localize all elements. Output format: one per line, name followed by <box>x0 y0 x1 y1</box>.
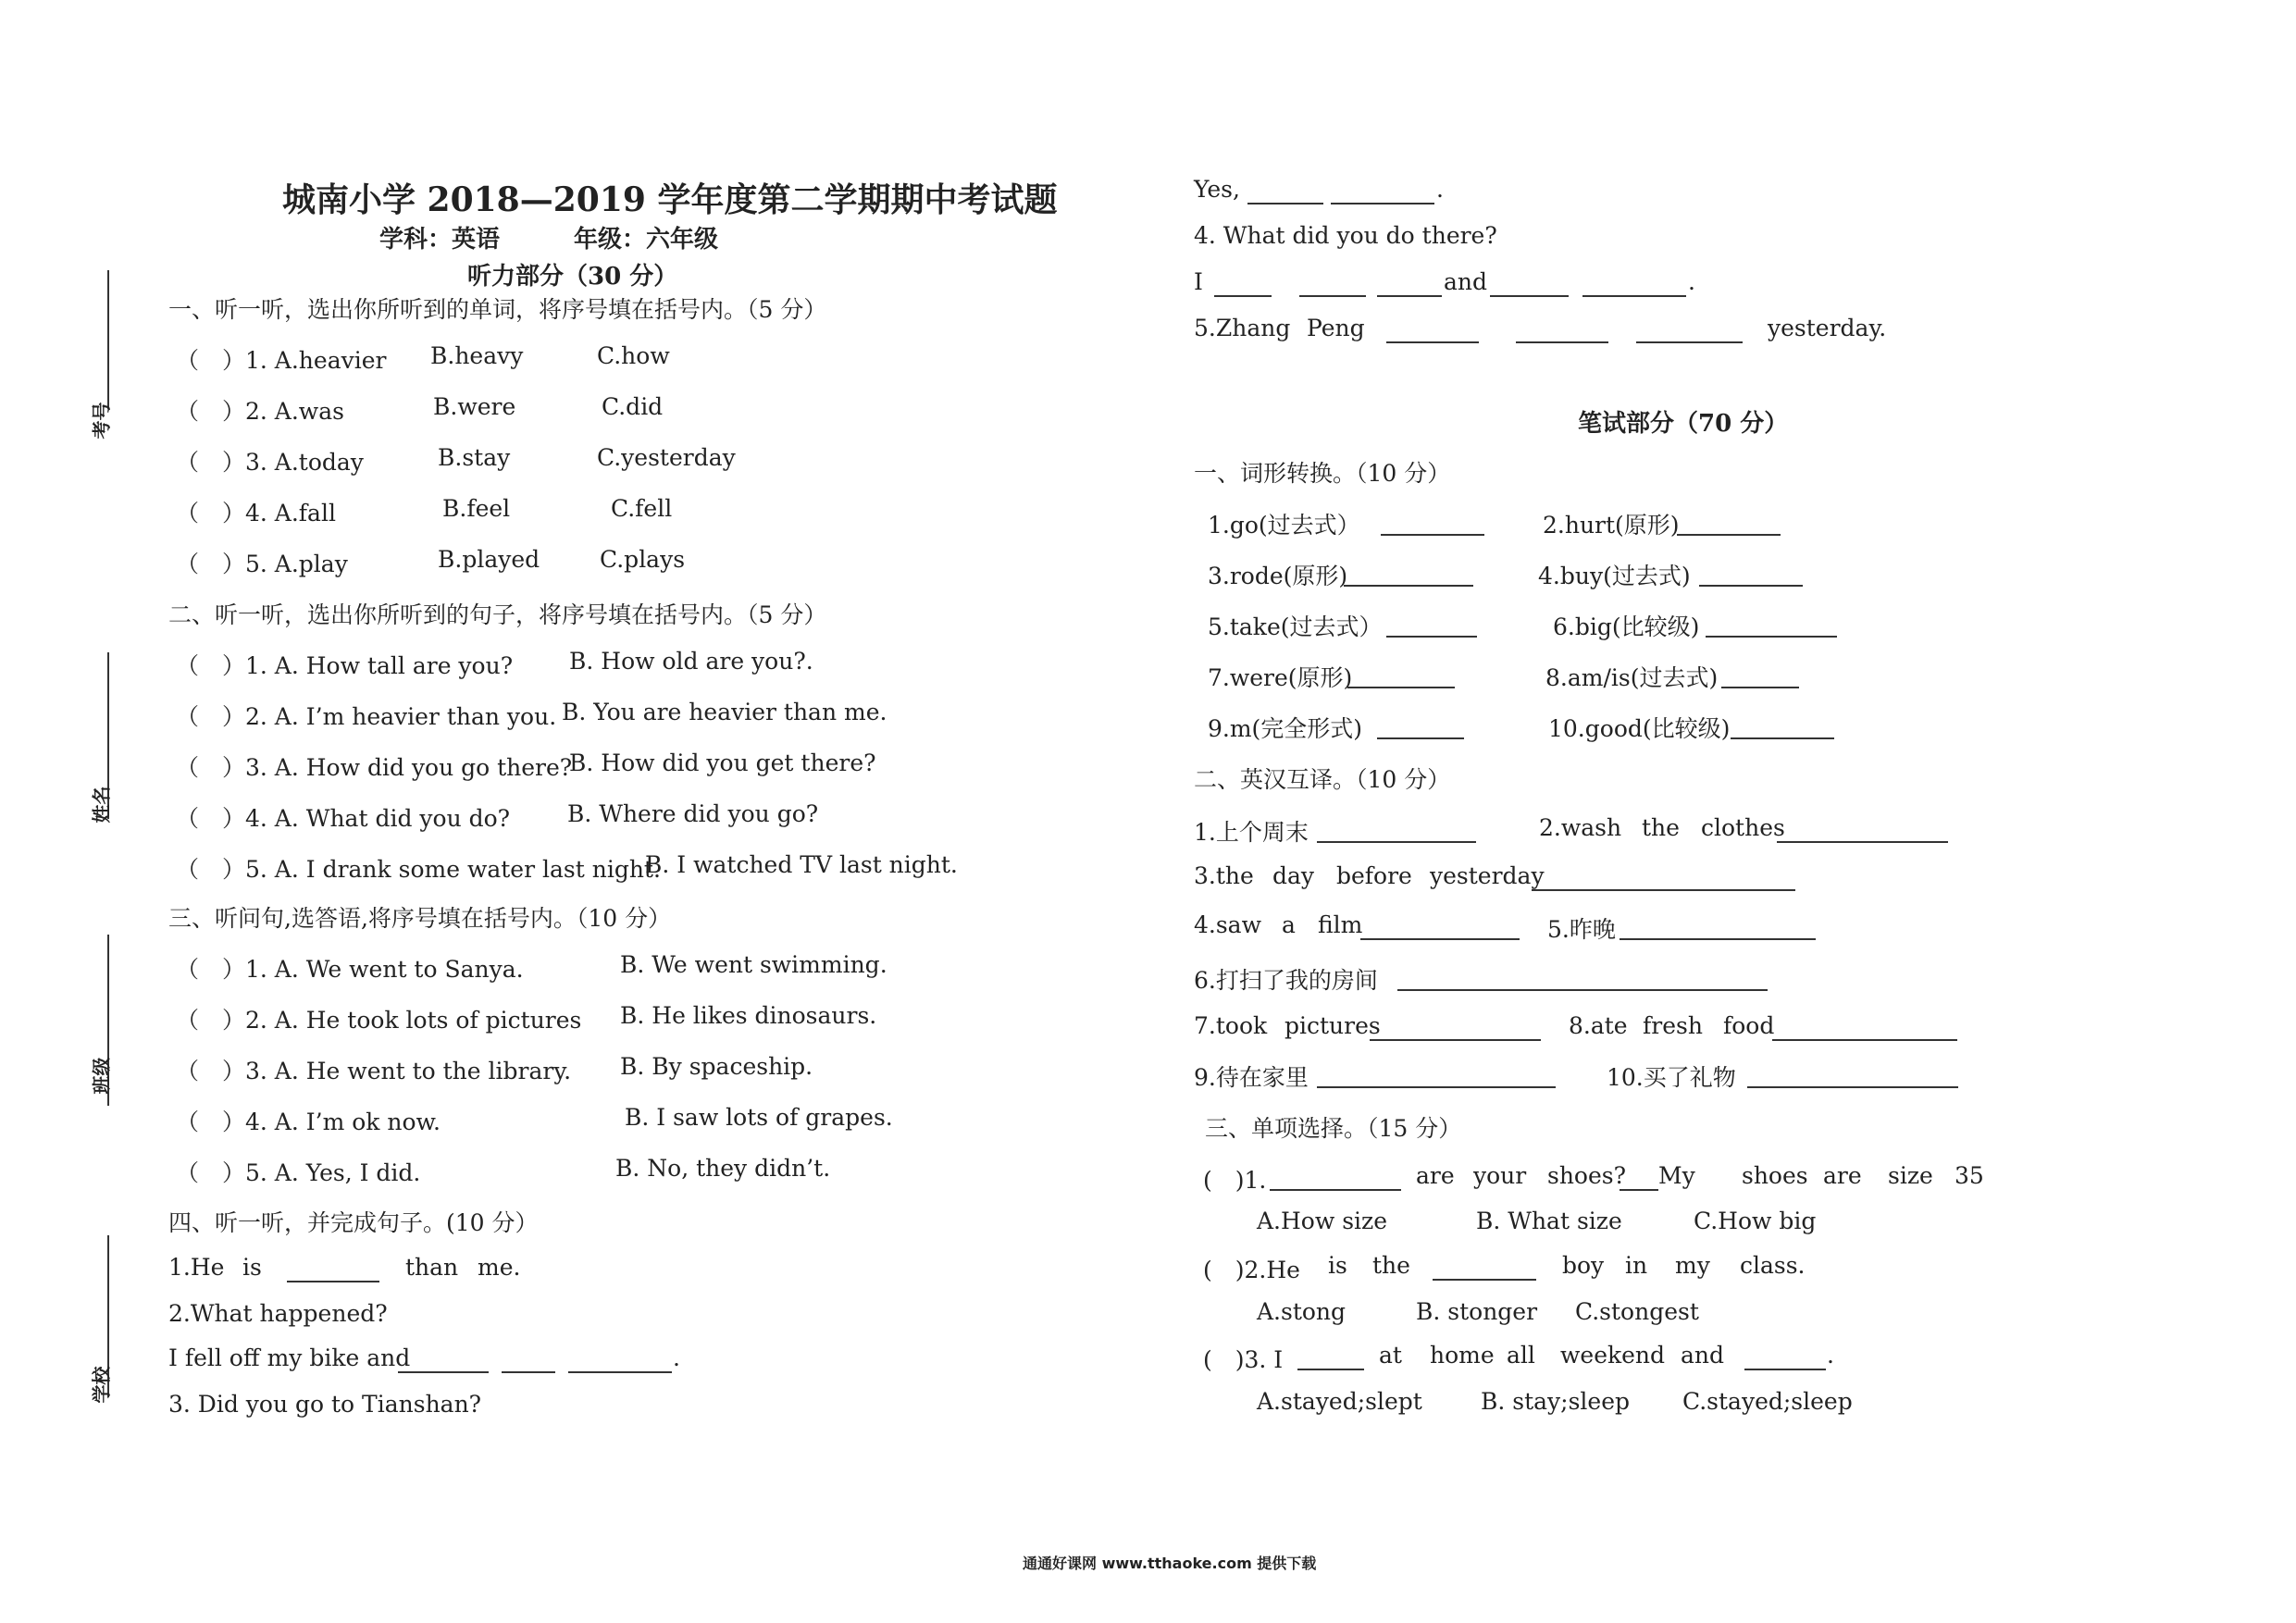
s3-q2-w4: in <box>1625 1252 1648 1279</box>
written-heading: 笔试部分（70 分） <box>1578 410 1789 438</box>
p4-line1-than: than <box>405 1254 459 1281</box>
written-s3-heading: 三、单项选择。（15 分） <box>1205 1115 1462 1142</box>
p3-item-1-a: （ ）1. A. We went to Sanya. <box>176 956 524 983</box>
s2-item-6-blank[interactable] <box>1397 967 1768 991</box>
p1-item-2-b: B.were <box>433 393 516 420</box>
p3-item-4-b: B. I saw lots of grapes. <box>625 1104 893 1131</box>
s2-item-8-food: food <box>1723 1012 1775 1039</box>
s2-item-4-blank[interactable] <box>1360 916 1520 940</box>
s1-item-1-blank[interactable] <box>1381 512 1484 536</box>
listening-part1-heading: 一、听一听，选出你所听到的单词，将序号填在括号内。（5 分） <box>168 296 827 323</box>
p4-right-i: I <box>1194 268 1203 295</box>
p1-item-2-q: （ ）2. A.was <box>176 398 344 425</box>
p4-right-yes-blank-1[interactable] <box>1247 180 1323 204</box>
s3-q1-w7: size <box>1888 1162 1933 1189</box>
p4-right-i-blank-2[interactable] <box>1299 273 1366 297</box>
p4-right-zp-blank-3[interactable] <box>1636 319 1743 343</box>
s2-item-7-blank[interactable] <box>1370 1017 1541 1041</box>
s1-item-8: 8.am/is(过去式) <box>1545 664 1719 691</box>
s3-q2-opt-a: A.stong <box>1257 1298 1347 1325</box>
side-label-name: 姓名 <box>90 786 113 824</box>
written-s1-heading: 一、词形转换。（10 分） <box>1194 460 1451 487</box>
s1-item-4: 4.buy(过去式) <box>1538 563 1691 589</box>
p3-item-3-a: （ ）3. A. He went to the library. <box>176 1058 572 1084</box>
s2-item-3-the: 3.the <box>1194 862 1254 889</box>
s2-item-4-film: film <box>1318 911 1363 938</box>
s3-q3-opt-a: A.stayed;slept <box>1257 1388 1422 1415</box>
p4-line1-me: me. <box>478 1254 521 1281</box>
s1-item-3: 3.rode(原形) <box>1208 563 1348 589</box>
s2-item-1-blank[interactable] <box>1317 819 1476 843</box>
p4-right-i-blank-5[interactable] <box>1582 273 1686 297</box>
s3-q2-w5: my <box>1675 1252 1710 1279</box>
p3-item-4-a: （ ）4. A. I’m ok now. <box>176 1109 441 1135</box>
p4-right-i-blank-4[interactable] <box>1490 273 1569 297</box>
s2-item-3-day: day <box>1272 862 1315 889</box>
s3-q3-w1: at <box>1379 1342 1402 1369</box>
subject-label: 学科：英语 <box>379 226 501 254</box>
listening-part4-heading: 四、听一听，并完成句子。(10 分） <box>168 1209 539 1236</box>
s3-q1-opt-b: B. What size <box>1476 1208 1622 1234</box>
s3-q3-opt-c: C.stayed;sleep <box>1682 1388 1853 1415</box>
listening-heading: 听力部分（30 分） <box>467 263 678 291</box>
s3-q3-w2: home <box>1430 1342 1495 1369</box>
s1-item-4-blank[interactable] <box>1699 563 1803 587</box>
p2-item-3-b: B. How did you get there? <box>569 750 876 776</box>
listening-part3-heading: 三、听问句,选答语,将序号填在括号内。（10 分） <box>168 905 672 932</box>
s3-q2-w1: is <box>1328 1252 1347 1279</box>
p3-item-5-b: B. No, they didn’t. <box>615 1155 831 1182</box>
p4-right-peng: Peng <box>1307 315 1365 341</box>
p3-item-5-a: （ ）5. A. Yes, I did. <box>176 1159 421 1186</box>
s1-item-2: 2.hurt(原形) <box>1543 512 1680 539</box>
p1-item-1-b: B.heavy <box>430 342 524 369</box>
p4-right-yes: Yes, <box>1194 176 1240 203</box>
p4-right-zp-blank-2[interactable] <box>1516 319 1608 343</box>
p4-right-zp-blank-1[interactable] <box>1386 319 1479 343</box>
s3-q3-period: . <box>1827 1342 1834 1369</box>
s1-item-6: 6.big(比较级) <box>1553 613 1700 640</box>
s2-item-2-blank[interactable] <box>1777 819 1948 843</box>
s3-q1-w6: are <box>1823 1162 1862 1189</box>
exam-title: 城南小学 2018—2019 学年度第二学期期中考试题 <box>282 180 1058 219</box>
s3-q2-opt-b: B. stonger <box>1416 1298 1538 1325</box>
s2-item-4-saw: 4.saw <box>1194 911 1261 938</box>
s2-item-2-clothes: clothes <box>1701 814 1785 841</box>
s3-q2-w3: boy <box>1562 1252 1605 1279</box>
s2-item-9-blank[interactable] <box>1317 1064 1556 1088</box>
p2-item-1-a: （ ）1. A. How tall are you? <box>176 652 514 679</box>
s3-q1-blank-2[interactable] <box>1620 1167 1658 1191</box>
p1-item-5-c: C.plays <box>600 546 686 573</box>
s2-item-8-ate: 8.ate <box>1569 1012 1628 1039</box>
s2-item-5-blank[interactable] <box>1620 916 1816 940</box>
p4-line3-period: . <box>673 1344 680 1371</box>
p1-item-3-c: C.yesterday <box>597 444 736 471</box>
p3-item-2-b: B. He likes dinosaurs. <box>620 1002 877 1029</box>
p4-right-yesterday: yesterday. <box>1768 315 1887 341</box>
s2-item-3-blank[interactable] <box>1532 867 1795 891</box>
p4-line1-he: 1.He <box>168 1254 225 1281</box>
s3-q1-w2: your <box>1473 1162 1527 1189</box>
p4-right-yes-period: . <box>1436 176 1444 203</box>
s1-item-6-blank[interactable] <box>1706 613 1837 638</box>
s3-q3-w5: and <box>1681 1342 1725 1369</box>
s3-q3-blank-1[interactable] <box>1297 1346 1364 1370</box>
s3-q3-w4: weekend <box>1560 1342 1666 1369</box>
p4-right-zhang: 5.Zhang <box>1194 315 1291 341</box>
s1-item-7: 7.were(原形) <box>1208 664 1353 691</box>
p4-line2: 2.What happened? <box>168 1300 388 1327</box>
s1-item-3-blank[interactable] <box>1344 563 1473 587</box>
s2-item-7-took: 7.took <box>1194 1012 1268 1039</box>
side-label-school: 学校 <box>90 1366 113 1404</box>
p4-line1-blank[interactable] <box>287 1258 379 1282</box>
s2-item-3-before: before <box>1336 862 1412 889</box>
p3-item-2-a: （ ）2. A. He took lots of pictures <box>176 1007 582 1034</box>
side-label-exam-no: 考号 <box>90 402 113 440</box>
p1-item-3-b: B.stay <box>438 444 511 471</box>
p4-right-i-period: . <box>1688 268 1695 295</box>
s2-item-7-pictures: pictures <box>1285 1012 1381 1039</box>
s2-item-8-blank[interactable] <box>1772 1017 1957 1041</box>
s3-q2-blank[interactable] <box>1433 1257 1536 1281</box>
p2-item-4-a: （ ）4. A. What did you do? <box>176 805 511 832</box>
p4-line3-blank-3[interactable] <box>568 1349 672 1373</box>
p4-line3-blank-1[interactable] <box>398 1349 489 1373</box>
p2-item-3-a: （ ）3. A. How did you go there? <box>176 754 573 781</box>
p1-item-4-q: （ ）4. A.fall <box>176 500 336 527</box>
p4-line3: I fell off my bike and <box>168 1344 411 1371</box>
s2-item-2-wash: 2.wash <box>1539 814 1622 841</box>
s3-q2-opt-c: C.stongest <box>1575 1298 1699 1325</box>
s3-q3-blank-2[interactable] <box>1744 1346 1826 1370</box>
s3-q3-prefix: ( )3. I <box>1203 1346 1284 1373</box>
p1-item-5-q: （ ）5. A.play <box>176 551 348 577</box>
s2-item-6: 6.打扫了我的房间 <box>1194 967 1378 994</box>
p1-item-1-q: （ ）1. A.heavier <box>176 347 387 374</box>
s2-item-4-a: a <box>1282 911 1296 938</box>
s2-item-10-blank[interactable] <box>1747 1064 1958 1088</box>
s3-q2-w6: class. <box>1740 1252 1806 1279</box>
s1-item-5: 5.take(过去式） <box>1208 613 1383 640</box>
s2-item-1: 1.上个周末 <box>1194 819 1309 846</box>
p4-line3-blank-2[interactable] <box>502 1349 555 1373</box>
p4-right-yes-blank-2[interactable] <box>1331 180 1434 204</box>
s2-item-9: 9.待在家里 <box>1194 1064 1309 1091</box>
written-s2-heading: 二、英汉互译。（10 分） <box>1194 766 1451 793</box>
s2-item-8-fresh: fresh <box>1643 1012 1703 1039</box>
footer-credit: 通通好课网 www.tthaoke.com 提供下载 <box>1023 1555 1317 1572</box>
s3-q3-opt-b: B. stay;sleep <box>1481 1388 1631 1415</box>
s2-item-5: 5.昨晚 <box>1547 916 1616 943</box>
p3-item-3-b: B. By spaceship. <box>620 1053 813 1080</box>
p2-item-2-a: （ ）2. A. I’m heavier than you. <box>176 703 557 730</box>
s1-item-10: 10.good(比较级) <box>1548 715 1731 742</box>
s1-item-9: 9.m(完全形式) <box>1208 715 1363 742</box>
s2-item-10: 10.买了礼物 <box>1607 1064 1736 1091</box>
p2-item-4-b: B. Where did you go? <box>567 800 819 827</box>
p2-item-1-b: B. How old are you?. <box>569 648 813 675</box>
p4-line1-is: is <box>242 1254 262 1281</box>
p1-item-3-q: （ ）3. A.today <box>176 449 364 476</box>
s3-q1-opt-a: A.How size <box>1257 1208 1387 1234</box>
s1-item-2-blank[interactable] <box>1677 512 1781 536</box>
s3-q1-blank-1[interactable] <box>1270 1167 1401 1191</box>
p4-right-and: and <box>1444 268 1488 295</box>
s1-item-7-blank[interactable] <box>1347 664 1455 688</box>
p1-item-4-c: C.fell <box>611 495 673 522</box>
s3-q2-prefix: ( )2.He <box>1203 1257 1300 1283</box>
grade-label: 年级：六年级 <box>574 226 719 254</box>
s2-item-2-the: the <box>1642 814 1680 841</box>
s3-q1-w8: 35 <box>1955 1162 1984 1189</box>
p2-item-2-b: B. You are heavier than me. <box>562 699 887 725</box>
s2-item-3-yesterday: yesterday <box>1430 862 1545 889</box>
s3-q1-prefix: ( )1. <box>1203 1167 1267 1194</box>
p4-right-i-blank-1[interactable] <box>1214 273 1272 297</box>
p1-item-5-b: B.played <box>438 546 540 573</box>
s1-item-9-blank[interactable] <box>1377 715 1464 739</box>
s1-item-1: 1.go(过去式） <box>1208 512 1360 539</box>
side-label-class: 班级 <box>90 1057 113 1095</box>
s3-q3-w3: all <box>1507 1342 1535 1369</box>
p1-item-2-c: C.did <box>602 393 664 420</box>
s3-q1-w1: are <box>1416 1162 1455 1189</box>
s1-item-5-blank[interactable] <box>1386 613 1477 638</box>
p4-line4: 3. Did you go to Tianshan? <box>168 1391 482 1418</box>
listening-part2-heading: 二、听一听，选出你所听到的句子，将序号填在括号内。（5 分） <box>168 601 827 628</box>
s3-q1-w5: shoes <box>1742 1162 1808 1189</box>
p4-right-i-blank-3[interactable] <box>1377 273 1442 297</box>
p4-right-q4: 4. What did you do there? <box>1194 222 1497 249</box>
p1-item-4-b: B.feel <box>442 495 511 522</box>
side-line-exam-no <box>107 270 109 409</box>
s3-q2-w2: the <box>1372 1252 1410 1279</box>
s1-item-8-blank[interactable] <box>1721 664 1799 688</box>
p2-item-5-b: B. I watched TV last night. <box>645 851 958 878</box>
s3-q1-w4: My <box>1658 1162 1695 1189</box>
p1-item-1-c: C.how <box>597 342 670 369</box>
p2-item-5-a: （ ）5. A. I drank some water last night. <box>176 856 661 883</box>
p3-item-1-b: B. We went swimming. <box>620 951 887 978</box>
s3-q1-opt-c: C.How big <box>1694 1208 1817 1234</box>
s1-item-10-blank[interactable] <box>1731 715 1834 739</box>
s3-q1-w3: shoes? <box>1547 1162 1627 1189</box>
